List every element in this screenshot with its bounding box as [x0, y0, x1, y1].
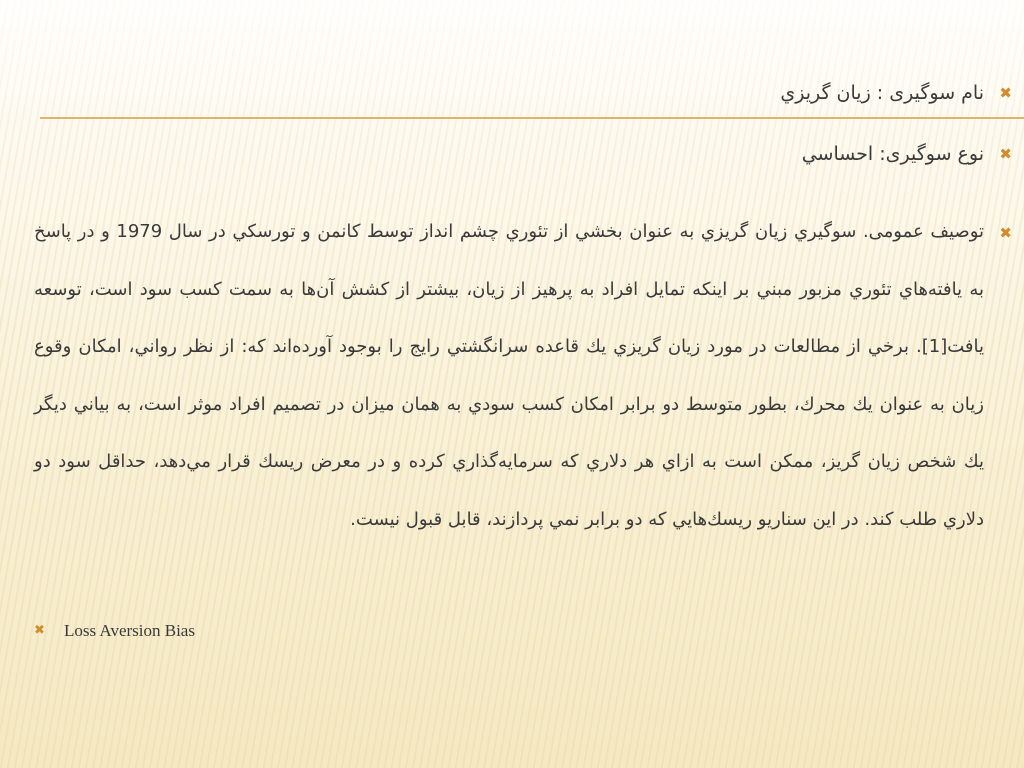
bias-name-text: نام سوگیری : زیان گریزي: [780, 82, 984, 104]
bias-name-item: [780, 82, 1012, 104]
english-name-item: [34, 621, 195, 641]
bias-type-item: [801, 143, 1012, 165]
bullet-x-icon: ✖: [999, 224, 1012, 242]
bullet-x-icon: ✖: [999, 84, 1012, 102]
bias-description-text: توصیف عمومی. سوگیري زیان گریزي به عنوان بخشي از تئوري چشم انداز توسط کانمن و تورسکي در سال 1979 و در پاسخ به یافته‌هاي تئوري مزبور مبني بر اینکه تمایل افراد به پرهیز از زیان، بیشتر از کشش آن‌ها به سمت کسب سود است، توسعه یافت[1]. برخي از مطالعات در مورد زیان گریزي یك قاعده سرانگشتي رایج را بوجود آورده‌اند که: از نظر رواني، امکان وقوع زیان به عنوان یك محرك، بطور متوسط دو برابر امکان کسب سودي به همان میزان در تصمیم افراد موثر است، به بیاني دیگر یك شخص زیان گریز، ممکن است به ازاي هر دلاري که سرمایه‌گذاري کرده و در معرض ریسك قرار مي‌دهد، حداقل سود دو دلاري طلب کند. در این سناریو ریسك‌هایي که دو برابر نمي پردازند، قابل قبول نیست.: [34, 221, 985, 530]
bullet-x-icon: ✖: [34, 623, 45, 638]
bias-description-item: [34, 203, 1012, 549]
bias-type-text: نوع سوگیری: احساسي: [801, 143, 984, 165]
english-name-text: Loss Aversion Bias: [64, 621, 195, 640]
divider-line: [40, 117, 1024, 119]
bullet-x-icon: ✖: [999, 145, 1012, 163]
